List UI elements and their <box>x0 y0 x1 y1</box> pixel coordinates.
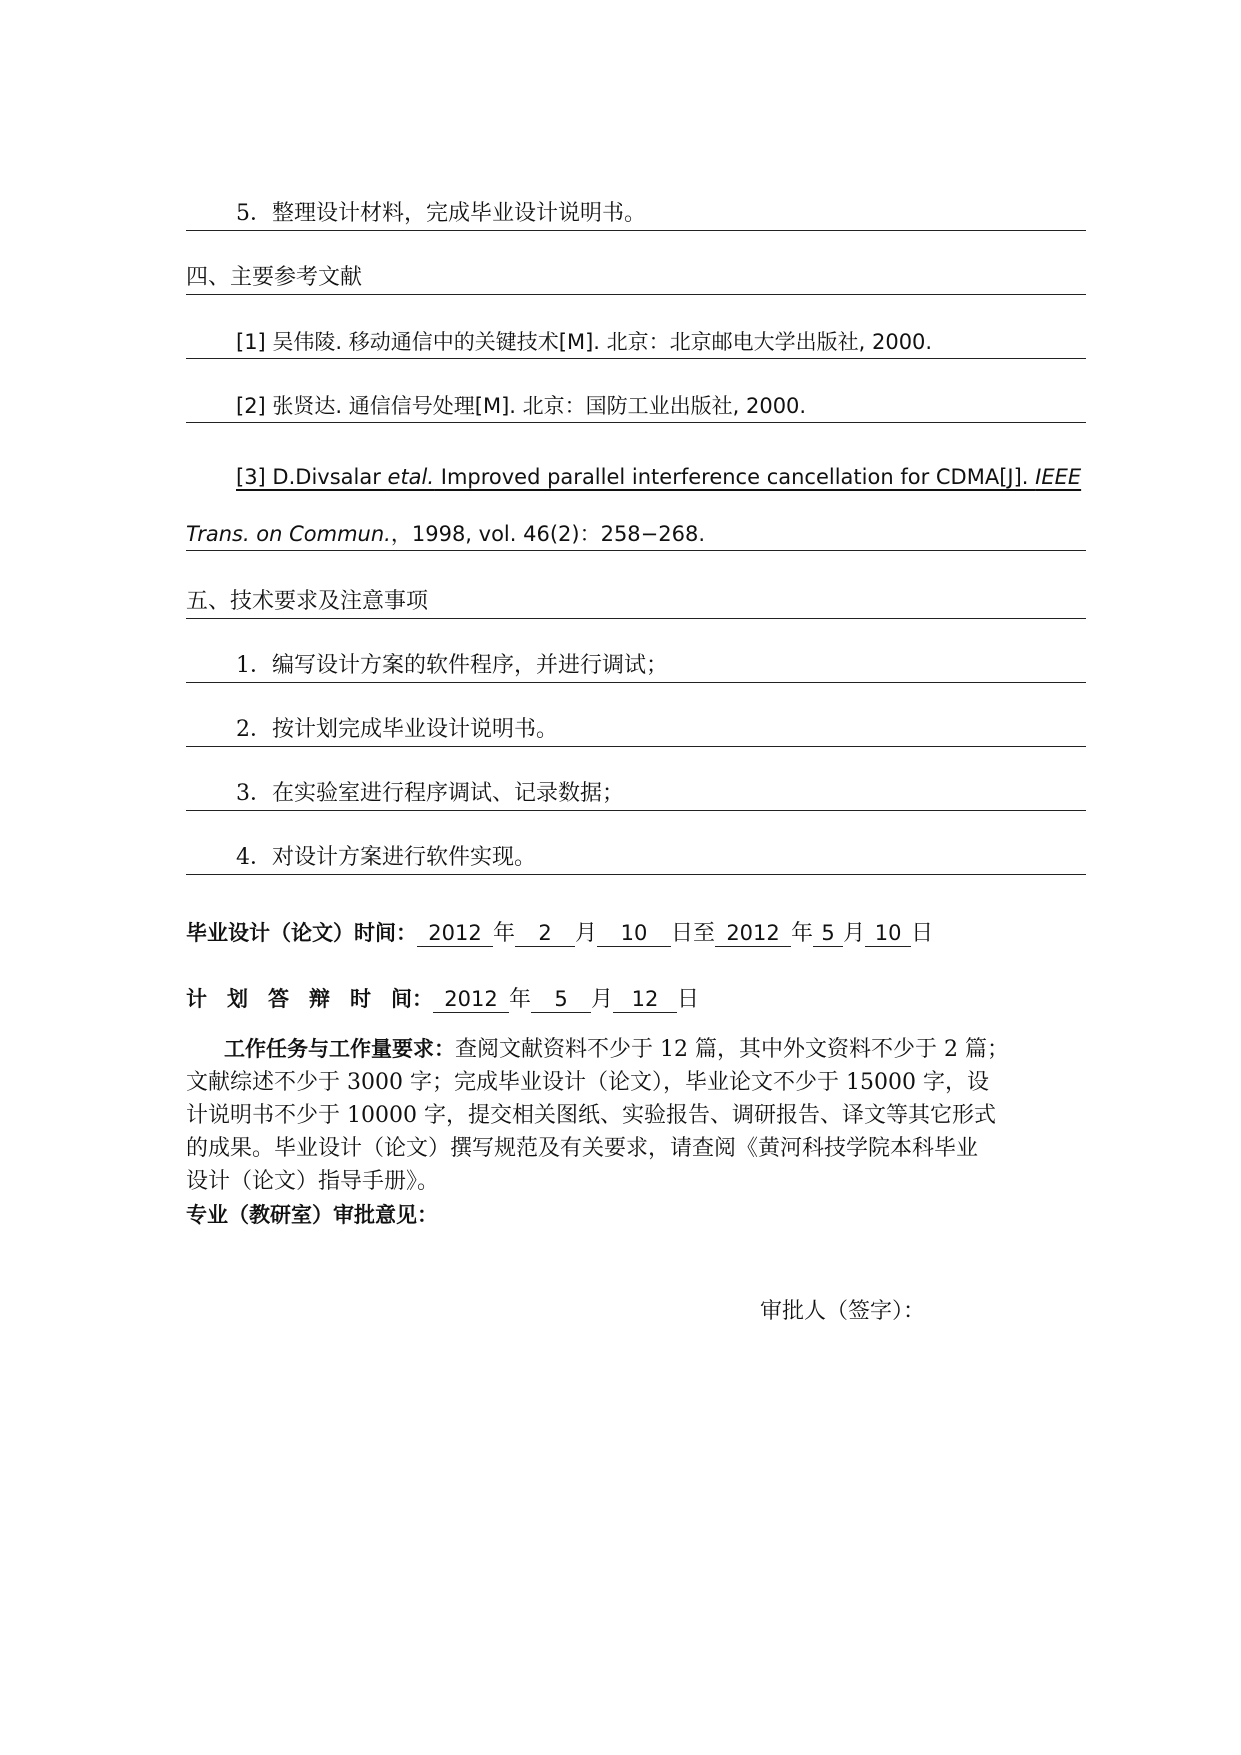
design-start-year: 2012 <box>417 920 493 947</box>
defense-label-char-5: 时 <box>350 987 371 1011</box>
requirements-heading-row <box>186 574 1086 619</box>
design-start-month-unit: 月 <box>575 921 598 946</box>
reference-3-journal-part2: Trans. on Commun. <box>186 522 391 546</box>
workload-line-5: 设计（论文）指导手册》。 <box>186 1169 440 1194</box>
defense-day-unit: 日 <box>677 987 700 1012</box>
design-end-day-unit: 日 <box>911 921 934 946</box>
reference-3-line-2-text <box>186 520 705 548</box>
design-time-label: 毕业设计（论文）时间： <box>186 921 417 945</box>
defense-label-char-6: 间： <box>391 987 433 1011</box>
defense-year: 2012 <box>433 986 509 1013</box>
defense-label-char-4: 辩 <box>309 987 330 1011</box>
design-time-line <box>186 918 933 949</box>
reference-1-text: [1] 吴伟陵. 移动通信中的关键技术[M]. 北京：北京邮电大学出版社, 2000. <box>236 330 933 354</box>
reference-3-line-1 <box>236 462 1081 493</box>
workload-line-1 <box>186 1033 1086 1066</box>
approval-line <box>186 1200 438 1231</box>
design-end-day: 10 <box>865 920 911 947</box>
design-end-month-unit: 月 <box>843 921 866 946</box>
design-day-to: 日至 <box>671 921 716 946</box>
design-end-month: 5 <box>813 920 843 947</box>
approval-label: 专业（教研室）审批意见： <box>186 1203 438 1227</box>
defense-label-char-1: 计 <box>186 987 207 1011</box>
workload-line-3: 计说明书不少于 10000 字，提交相关图纸、实验报告、调研报告、译文等其它形式 <box>186 1103 996 1128</box>
design-end-year-unit: 年 <box>791 921 814 946</box>
defense-time-line <box>186 984 699 1015</box>
workload-line-4: 的成果。毕业设计（论文）撰写规范及有关要求，请查阅《黄河科技学院本科毕业 <box>186 1136 979 1161</box>
requirement-3 <box>186 766 1086 811</box>
signer-label: 审批人（签字）： <box>760 1299 926 1324</box>
defense-day: 12 <box>613 986 677 1013</box>
requirement-2-text: 2．按计划完成毕业设计说明书。 <box>236 717 558 742</box>
reference-2 <box>186 378 1086 423</box>
reference-3-line-2 <box>186 506 1086 551</box>
workload-line-2: 文献综述不少于 3000 字；完成毕业设计（论文），毕业论文不少于 15000 字，设 <box>186 1070 989 1095</box>
reference-3-journal-part1: IEEE <box>1035 465 1082 489</box>
defense-year-unit: 年 <box>509 987 532 1012</box>
design-start-day: 10 <box>597 920 671 947</box>
reference-3-details: ，1998, vol. 46(2)：258−268. <box>390 522 706 546</box>
design-start-year-unit: 年 <box>493 921 516 946</box>
references-heading: 四、主要参考文献 <box>186 265 363 290</box>
references-heading-row <box>186 250 1086 295</box>
workload-line-1-text: 查阅文献资料不少于 12 篇，其中外文资料不少于 2 篇； <box>455 1037 1009 1062</box>
defense-month: 5 <box>531 986 591 1013</box>
requirement-4 <box>186 830 1086 875</box>
task-item-5-text: 5．整理设计材料，完成毕业设计说明书。 <box>236 201 646 226</box>
requirement-1 <box>186 638 1086 683</box>
reference-3-etal: etal. <box>387 465 435 489</box>
defense-month-unit: 月 <box>591 987 614 1012</box>
task-item-5 <box>186 186 1086 231</box>
defense-label-char-2: 划 <box>227 987 248 1011</box>
workload-lead: 工作任务与工作量要求： <box>224 1037 455 1061</box>
requirements-heading: 五、技术要求及注意事项 <box>186 589 429 614</box>
design-start-month: 2 <box>515 920 575 947</box>
reference-3-authors: [3] D.Divsalar <box>236 465 388 489</box>
reference-2-text: [2] 张贤达. 通信信号处理[M]. 北京：国防工业出版社, 2000. <box>236 394 807 418</box>
defense-time-label <box>186 987 433 1011</box>
reference-1 <box>186 314 1086 359</box>
requirement-3-text: 3．在实验室进行程序调试、记录数据； <box>236 781 624 806</box>
reference-3-title: Improved parallel interference cancellation for CDMA[J]. <box>434 465 1036 489</box>
design-end-year: 2012 <box>715 920 791 947</box>
defense-label-char-3: 答 <box>268 987 289 1011</box>
requirement-2 <box>186 702 1086 747</box>
requirement-4-text: 4．对设计方案进行软件实现。 <box>236 845 536 870</box>
workload-paragraph <box>186 1033 1086 1198</box>
requirement-1-text: 1．编写设计方案的软件程序，并进行调试； <box>236 653 668 678</box>
